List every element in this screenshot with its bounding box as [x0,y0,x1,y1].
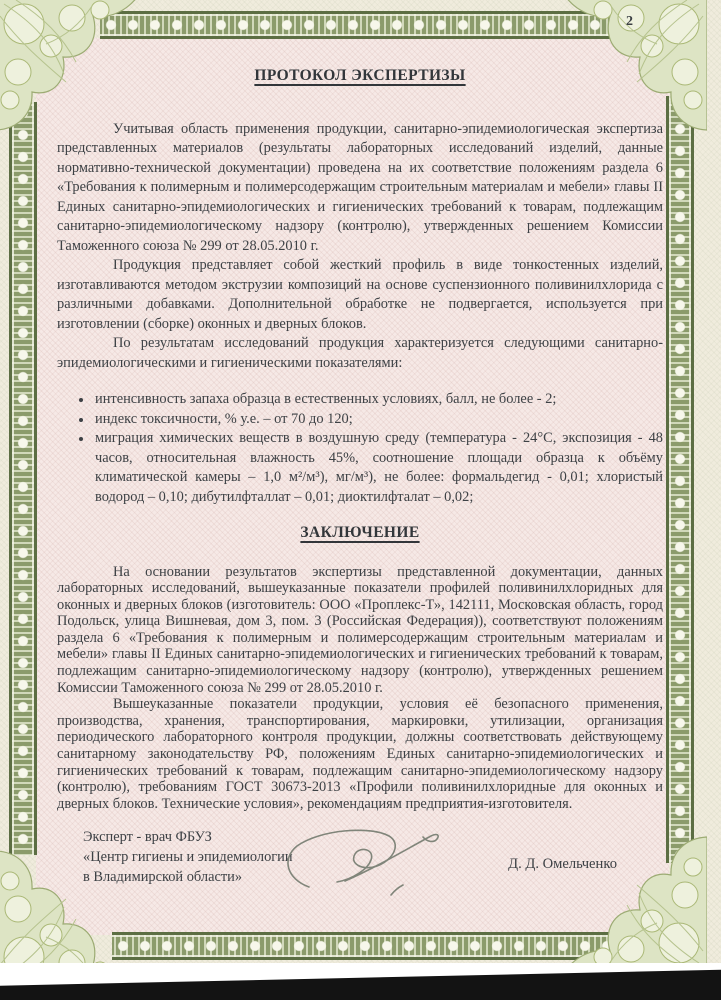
conclusion-section [57,564,663,813]
expert-title-line: в Владимирской области» [83,869,243,886]
list-item: индекс токсичности, % у.е. – от 70 до 120; [95,410,663,430]
conclusion-paragraph-requirements: Вышеуказанные показатели продукции, условия её безопасного применения, производства, хранения, транспортирования, маркировки, утилизации, организация периодического лабораторного контроля продукции, должны соответствовать действующему санитарному законодательству РФ, положениям Единых санитарно-эпидемиологических и гигиенических требований к товарам, подлежащим санитарно-эпидемиологическому надзору (контролю), требованиям ГОСТ 30673-2013 «Профили поливинилхлоридные для оконных и дверных блоков. Технические условия», рекомендациям предприятия-изготовителя. [57,696,663,812]
signature-scribble [279,827,459,905]
expert-title-line: Эксперт - врач ФБУЗ [83,829,212,846]
paragraph-results: По результатам исследований продукция характеризуется следующими санитарно-эпидемиологическими и гигиеническими показателями: [57,335,663,371]
border-band-bottom [112,932,609,960]
indicator-list [57,390,663,507]
signature-block [57,827,663,907]
expert-title-line: «Центр гигиены и эпидемиологии [83,849,293,866]
page-number: 2 [626,14,633,29]
expert-title [83,827,293,887]
border-band-left [9,102,37,855]
list-item: миграция химических веществ в воздушную среду (температура - 24°С, экспозиция - 48 часов, относительная влажность 45%, соотношение площади образца к объёму климатической камеры – 1,0 м²/м³), мг/м³), не более: формальдегид - 0,01; хлористый водород – 0,10; дибутилфталлат – 0,01; диоктилфталат – 0,02; [95,429,663,507]
protocol-title: ПРОТОКОЛ ЭКСПЕРТИЗЫ [254,67,466,84]
expert-name: Д. Д. Омельченко [508,856,617,873]
document-content [57,0,663,907]
paragraph-product: Продукция представляет собой жесткий профиль в виде тонкостенных изделий, изготавливаются методом экструзии композиций на основе суспензионного поливинилхлорида с различными добавками. Дополнительной обработке не подвергается, используется при изготовлении (сборке) оконных и дверных блоков. [57,257,663,332]
paragraph-intro: Учитывая область применения продукции, санитарно-эпидемиологическая экспертиза представленных материалов (результаты лабораторных исследований изделий, данные нормативно-технической документации) проведена на их соответствие положениям раздела 6 «Требования к полимерным и полимерсодержащим строительным материалам и мебели» главы II Единых санитарно-эпидемиологических и гигиенических требований к товарам, подлежащим санитарно-эпидемиологическому надзору (контролю), утвержденных решением Комиссии Таможенного союза № 299 от 28.05.2010 г. [57,120,663,254]
list-item: интенсивность запаха образца в естественных условиях, балл, не более - 2; [95,390,663,410]
border-band-right [666,96,694,863]
conclusion-heading: ЗАКЛЮЧЕНИЕ [300,524,420,541]
conclusion-paragraph-basis: На основании результатов экспертизы представленной документации, данных лабораторных исследований, вышеуказанные показатели профилей поливинилхлоридных для оконных и дверных блоков (изготовитель: ООО «Проплекс-Т», 142111, Московская область, город Подольск, улица Вишневая, дом 3, пом. 3 (Российская Федерация)), соответствуют положениям раздела 6 «Требования к полимерным и полимерсодержащим строительным материалам и мебели» главы II Единых санитарно-эпидемиологических и гигиенических требований к товарам, подлежащим санитарно-эпидемиологическому надзору (контролю), утвержденных решением Комиссии Таможенного союза № 299 от 28.05.2010 г. [57,563,663,696]
